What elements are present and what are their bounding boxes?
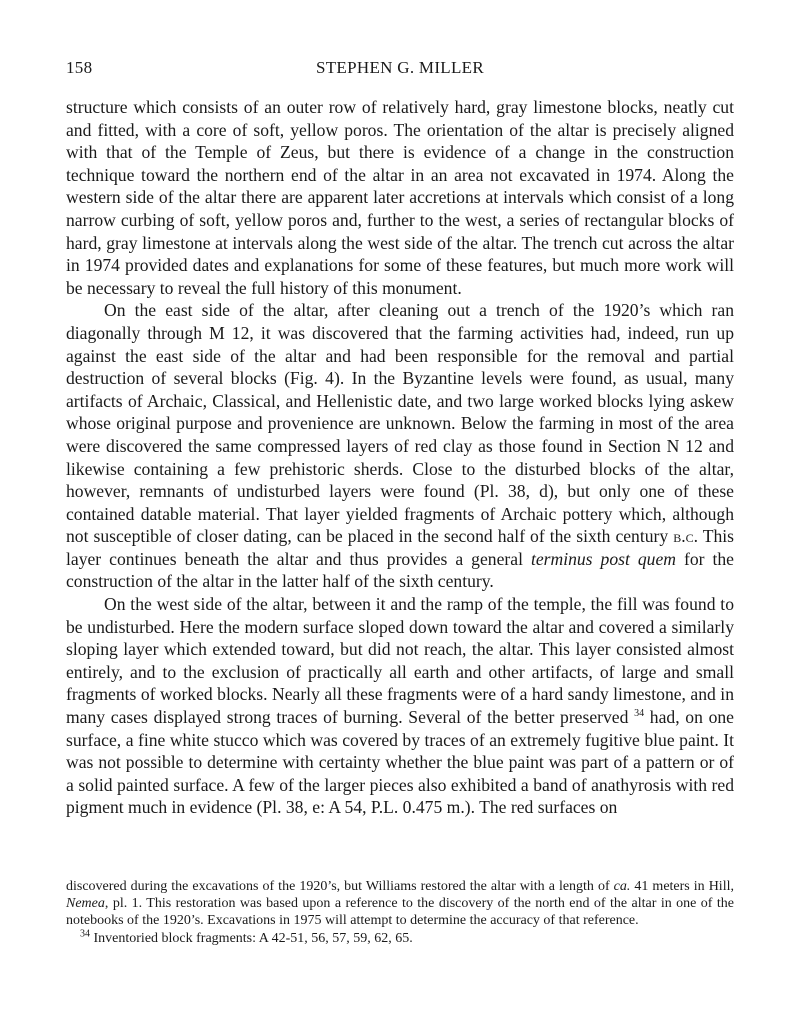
paragraph-3 (66, 593, 734, 819)
footnote-nemea: Nemea (66, 896, 105, 912)
paragraph-1-text: structure which consists of an outer row of relatively hard, gray limestone blocks, neatly cut and fitted, with a core of soft, yellow poros. The orientation of the altar is precisely aligned with that of the Temple of Zeus, but there is evidence of a change in the construction technique toward the northern end of the altar in an area not excavated in 1974. Along the western side of the altar there are apparent later accretions at intervals which consist of a long narrow curbing of soft, yellow poros and, further to the west, a series of rectangular blocks of hard, gray limestone at intervals along the west side of the altar. The trench cut across the altar in 1974 provided dates and explanations for some of these features, but much more work will be necessary to reveal the full history of this monument. (66, 97, 734, 298)
footnote-continuation-text-c: , pl. 1. This restoration was based upon a reference to the discovery of the north end of the altar in one of the notebooks of the 1920’s. Excavations in 1975 will attempt to determine the accuracy of that reference. (66, 896, 734, 929)
footnotes (66, 878, 734, 947)
paragraph-2-text-c: for the construction of the altar in the latter half of the sixth century. (66, 548, 734, 592)
paragraph-2 (66, 299, 734, 593)
footnote-continuation-text-a: discovered during the excavations of the 1920’s, but Williams restored the altar with a length of (66, 879, 614, 894)
document-page (66, 0, 734, 1024)
running-head: STEPHEN G. MILLER (315, 58, 484, 77)
footnote-34-text: Inventoried block fragments: A 42-51, 56, 57, 59, 62, 65. (90, 930, 413, 946)
footnote-reference: 34 (634, 708, 645, 720)
page-header (66, 58, 734, 80)
paragraph-1 (66, 96, 734, 299)
paragraph-3-text-b: had, on one surface, a fine white stucco which was covered by traces of an extremely fugitive blue paint. It was not possible to determine with certainty whether the blue paint was part of a pattern or of a solid painted surface. A few of the larger pieces also exhibited a band of anathyrosis with red pigment much in evidence (Pl. 38, e: A 54, P.L. 0.475 m.). The red surfaces on (66, 707, 734, 818)
body-text (66, 96, 734, 819)
latin-term: terminus post quem (530, 548, 676, 569)
paragraph-2-text-a: On the east side of the altar, after cleaning out a trench of the 1920’s which ran diagonally through M 12, it was discovered that the farming activities had, indeed, run up against the east side of the altar and had been responsible for the removal and partial destruction of several blocks (Fig. 4). In the Byzantine levels were found, as usual, many artifacts of Archaic, Classical, and Hellenistic date, and two large worked blocks lying askew whose original purpose and provenience are unknown. Below the farming in most of the area were discovered the same compressed layers of red clay as those found in Section N 12 and likewise containing a few prehistoric sherds. Close to the disturbed blocks of the altar, however, remnants of undisturbed layers were found (Pl. 38, d), but only one of these contained datable material. That layer yielded fragments of Archaic pottery which, although not susceptible of closer dating, can be placed in the second half of the sixth century (66, 300, 734, 547)
era-abbreviation: b.c. (673, 526, 699, 547)
paragraph-2-text-b: This layer continues beneath the altar and thus provides a general (66, 526, 734, 569)
footnote-continuation (66, 878, 734, 930)
footnote-ca: ca. (613, 879, 631, 894)
page-number: 158 (66, 58, 93, 77)
footnote-34 (66, 927, 734, 947)
footnote-34-number: 34 (80, 927, 90, 939)
footnote-continuation-text-b: 41 meters in Hill, (630, 879, 734, 894)
paragraph-3-text-a: On the west side of the altar, between it and the ramp of the temple, the fill was found to be undisturbed. Here the modern surface sloped down toward the altar and covered a similarly sloping layer which extended toward, but did not reach, the altar. This layer consisted almost entirely, and to the exclusion of practically all earth and other artifacts, of large and small fragments of worked blocks. Nearly all these fragments were of a hard sandy limestone, and in many cases displayed strong traces of burning. Several of the better preserved (66, 594, 734, 728)
